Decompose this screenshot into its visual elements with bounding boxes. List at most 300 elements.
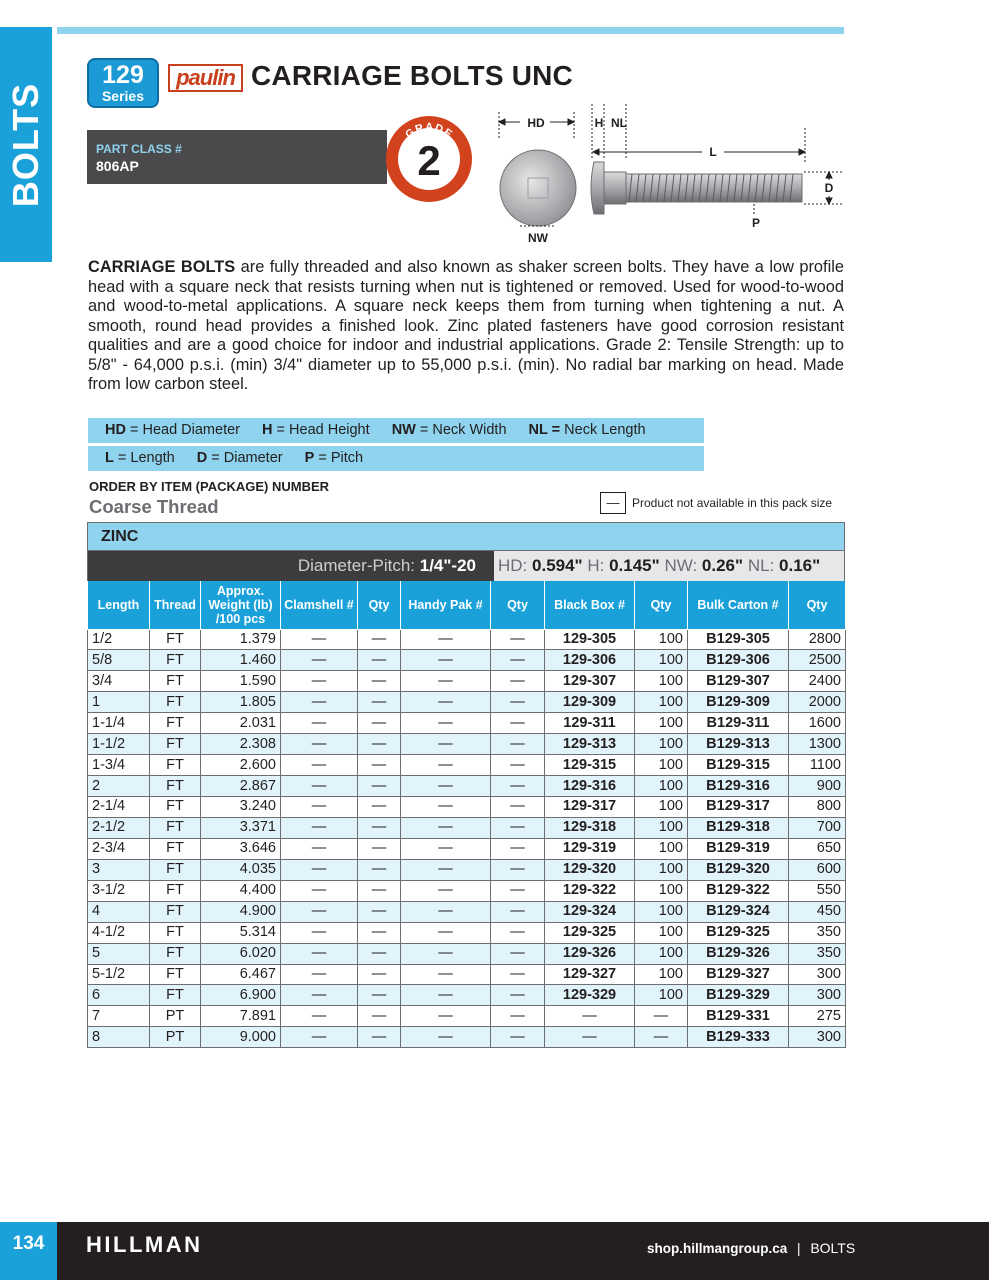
- column-header-black-box: Black Box #: [545, 581, 635, 629]
- cell-bulk-carton: B129-317: [688, 797, 789, 818]
- spec-hd-label: HD:: [498, 556, 528, 575]
- cell-bulk-carton-qty: 300: [789, 964, 846, 985]
- cell-weight: 9.000: [201, 1027, 281, 1048]
- legend-item-l: L = Length: [105, 450, 175, 466]
- cell-black-box: 129-305: [545, 629, 635, 650]
- cell-weight: 6.020: [201, 943, 281, 964]
- cell-clamshell: —: [281, 922, 358, 943]
- table-row: [88, 692, 846, 713]
- bolt-head-view: [500, 150, 576, 226]
- cell-handy-pak: —: [401, 859, 491, 880]
- table-row: [88, 964, 846, 985]
- cell-black-box-qty: 100: [635, 797, 688, 818]
- column-header-weight: Approx. Weight (lb) /100 pcs: [201, 581, 281, 629]
- footer-separator: |: [797, 1241, 801, 1256]
- cell-weight: 1.805: [201, 692, 281, 713]
- cell-weight: 5.314: [201, 922, 281, 943]
- cell-weight: 2.600: [201, 755, 281, 776]
- cell-clamshell-qty: —: [358, 755, 401, 776]
- cell-handy-pak: —: [401, 650, 491, 671]
- cell-black-box: 129-315: [545, 755, 635, 776]
- cell-black-box-qty: 100: [635, 692, 688, 713]
- description-text: are fully threaded and also known as shaker screen bolts. They have a low profile head with a square neck that resists turning when nut is tightened or removed. Used for wood-to-wood and wood-to-metal applications. A square neck keeps them from turning when tightening a nut. A smooth, round head provides a finished look. Zinc plated fasteners have good corrosion resistant qualities and are a good choice for indoor and industrial applications. Grade 2: Tensile Strength: up to 5/8" - 64,000 p.s.i. (min) 3/4" diameter up to 55,000 p.s.i. (min). No radial bar marking on head. Made from low carbon steel.: [88, 258, 844, 393]
- cell-clamshell-qty: —: [358, 734, 401, 755]
- cell-bulk-carton: B129-311: [688, 713, 789, 734]
- cell-black-box-qty: 100: [635, 755, 688, 776]
- cell-clamshell: —: [281, 1027, 358, 1048]
- dim-label-nl: NL: [611, 116, 627, 130]
- table-row: [88, 859, 846, 880]
- cell-thread: FT: [150, 734, 201, 755]
- cell-length: 1: [88, 692, 150, 713]
- cell-black-box-qty: 100: [635, 901, 688, 922]
- cell-handy-pak: —: [401, 901, 491, 922]
- cell-bulk-carton: B129-316: [688, 776, 789, 797]
- cell-black-box: —: [545, 1006, 635, 1027]
- cell-handy-pak: —: [401, 734, 491, 755]
- cell-black-box-qty: 100: [635, 838, 688, 859]
- cell-weight: 2.031: [201, 713, 281, 734]
- cell-clamshell: —: [281, 671, 358, 692]
- table-row: [88, 838, 846, 859]
- cell-thread: FT: [150, 943, 201, 964]
- cell-weight: 4.035: [201, 859, 281, 880]
- cell-thread: FT: [150, 859, 201, 880]
- cell-black-box: 129-326: [545, 943, 635, 964]
- spec-nw-label: NW:: [664, 556, 698, 575]
- dim-label-p: P: [751, 216, 761, 230]
- cell-clamshell: —: [281, 692, 358, 713]
- cell-length: 2-1/2: [88, 817, 150, 838]
- cell-bulk-carton-qty: 600: [789, 859, 846, 880]
- diameter-pitch-cell: [88, 551, 494, 581]
- cell-clamshell: —: [281, 1006, 358, 1027]
- part-class-box: [87, 130, 387, 184]
- cell-handy-pak: —: [401, 692, 491, 713]
- cell-bulk-carton-qty: 450: [789, 901, 846, 922]
- cell-handy-pak-qty: —: [491, 650, 545, 671]
- cell-length: 3/4: [88, 671, 150, 692]
- cell-bulk-carton-qty: 2000: [789, 692, 846, 713]
- cell-black-box-qty: 100: [635, 671, 688, 692]
- cell-length: 3: [88, 859, 150, 880]
- cell-black-box: 129-307: [545, 671, 635, 692]
- footer-url-text[interactable]: shop.hillmangroup.ca: [647, 1241, 788, 1256]
- table-row: [88, 797, 846, 818]
- cell-black-box-qty: 100: [635, 776, 688, 797]
- cell-handy-pak-qty: —: [491, 671, 545, 692]
- cell-handy-pak-qty: —: [491, 1027, 545, 1048]
- cell-weight: 4.400: [201, 880, 281, 901]
- cell-bulk-carton: B129-331: [688, 1006, 789, 1027]
- cell-clamshell: —: [281, 713, 358, 734]
- cell-bulk-carton: B129-315: [688, 755, 789, 776]
- cell-clamshell: —: [281, 776, 358, 797]
- brand-logo: [168, 64, 243, 92]
- cell-handy-pak-qty: —: [491, 755, 545, 776]
- cell-bulk-carton-qty: 1100: [789, 755, 846, 776]
- cell-clamshell: —: [281, 838, 358, 859]
- cell-clamshell-qty: —: [358, 922, 401, 943]
- cell-black-box: 129-325: [545, 922, 635, 943]
- cell-handy-pak-qty: —: [491, 838, 545, 859]
- cell-black-box: 129-313: [545, 734, 635, 755]
- cell-clamshell-qty: —: [358, 964, 401, 985]
- legend-row-2: [88, 446, 704, 471]
- product-table-grid: [87, 581, 846, 1048]
- dim-label-nw: NW: [528, 231, 548, 245]
- order-by-heading: ORDER BY ITEM (PACKAGE) NUMBER: [89, 479, 330, 494]
- cell-thread: FT: [150, 817, 201, 838]
- cell-black-box-qty: 100: [635, 880, 688, 901]
- cell-thread: FT: [150, 755, 201, 776]
- cell-bulk-carton: B129-307: [688, 671, 789, 692]
- cell-handy-pak: —: [401, 985, 491, 1006]
- cell-handy-pak: —: [401, 755, 491, 776]
- description-lead: CARRIAGE BOLTS: [88, 258, 236, 276]
- cell-handy-pak-qty: —: [491, 817, 545, 838]
- grade-value: 2: [417, 137, 441, 184]
- cell-handy-pak-qty: —: [491, 985, 545, 1006]
- top-rule: [57, 27, 844, 34]
- cell-thread: FT: [150, 713, 201, 734]
- column-header-clamshell-qty: Qty: [358, 581, 401, 629]
- spec-values: [494, 551, 844, 581]
- diameter-pitch-row: [87, 551, 845, 581]
- legend-item-nw: NW = Neck Width: [391, 422, 507, 438]
- cell-clamshell-qty: —: [358, 838, 401, 859]
- cell-handy-pak-qty: —: [491, 922, 545, 943]
- cell-bulk-carton: B129-325: [688, 922, 789, 943]
- cell-handy-pak-qty: —: [491, 797, 545, 818]
- cell-handy-pak-qty: —: [491, 964, 545, 985]
- table-header-row: [88, 581, 846, 629]
- cell-bulk-carton-qty: 2500: [789, 650, 846, 671]
- cell-clamshell: —: [281, 985, 358, 1006]
- spec-nl-value: 0.16": [779, 556, 821, 575]
- cell-handy-pak: —: [401, 817, 491, 838]
- cell-black-box: 129-316: [545, 776, 635, 797]
- cell-handy-pak: —: [401, 713, 491, 734]
- cell-clamshell-qty: —: [358, 671, 401, 692]
- cell-length: 5: [88, 943, 150, 964]
- cell-length: 7: [88, 1006, 150, 1027]
- cell-clamshell: —: [281, 629, 358, 650]
- table-row: [88, 629, 846, 650]
- diameter-pitch-label: Diameter-Pitch:: [297, 556, 415, 575]
- cell-length: 4: [88, 901, 150, 922]
- cell-bulk-carton: B129-322: [688, 880, 789, 901]
- cell-handy-pak-qty: —: [491, 713, 545, 734]
- cell-clamshell: —: [281, 817, 358, 838]
- column-header-clamshell: Clamshell #: [281, 581, 358, 629]
- cell-length: 6: [88, 985, 150, 1006]
- table-row: [88, 901, 846, 922]
- cell-handy-pak-qty: —: [491, 629, 545, 650]
- cell-bulk-carton: B129-318: [688, 817, 789, 838]
- cell-black-box: —: [545, 1027, 635, 1048]
- cell-clamshell-qty: —: [358, 797, 401, 818]
- cell-clamshell-qty: —: [358, 985, 401, 1006]
- table-row: [88, 734, 846, 755]
- cell-handy-pak: —: [401, 964, 491, 985]
- cell-thread: FT: [150, 692, 201, 713]
- cell-clamshell-qty: —: [358, 713, 401, 734]
- cell-length: 2: [88, 776, 150, 797]
- cell-black-box: 129-319: [545, 838, 635, 859]
- part-class-value: 806AP: [96, 158, 139, 174]
- bolt-side-view: [591, 162, 802, 214]
- cell-weight: 1.379: [201, 629, 281, 650]
- cell-weight: 1.460: [201, 650, 281, 671]
- part-class-label: PART CLASS #: [96, 142, 182, 156]
- cell-bulk-carton-qty: 350: [789, 943, 846, 964]
- cell-length: 8: [88, 1027, 150, 1048]
- column-header-bulk-carton-qty: Qty: [789, 581, 846, 629]
- cell-weight: 3.371: [201, 817, 281, 838]
- cell-black-box: 129-322: [545, 880, 635, 901]
- cell-handy-pak-qty: —: [491, 859, 545, 880]
- cell-clamshell-qty: —: [358, 1006, 401, 1027]
- product-table: [87, 522, 845, 1048]
- cell-bulk-carton-qty: 275: [789, 1006, 846, 1027]
- cell-clamshell: —: [281, 859, 358, 880]
- cell-handy-pak-qty: —: [491, 1006, 545, 1027]
- cell-clamshell: —: [281, 797, 358, 818]
- side-tab-label: BOLTS: [5, 82, 46, 207]
- legend-item-hd: HD = Head Diameter: [105, 422, 240, 438]
- cell-length: 1-1/4: [88, 713, 150, 734]
- table-row: [88, 713, 846, 734]
- cell-clamshell-qty: —: [358, 650, 401, 671]
- cell-clamshell-qty: —: [358, 817, 401, 838]
- cell-thread: FT: [150, 985, 201, 1006]
- cell-bulk-carton-qty: 2800: [789, 629, 846, 650]
- cell-clamshell: —: [281, 755, 358, 776]
- cell-clamshell: —: [281, 650, 358, 671]
- cell-length: 4-1/2: [88, 922, 150, 943]
- cell-length: 1-1/2: [88, 734, 150, 755]
- cell-length: 5-1/2: [88, 964, 150, 985]
- cell-bulk-carton-qty: 2400: [789, 671, 846, 692]
- cell-bulk-carton-qty: 1600: [789, 713, 846, 734]
- cell-thread: FT: [150, 797, 201, 818]
- cell-handy-pak-qty: —: [491, 880, 545, 901]
- coarse-thread-heading: Coarse Thread: [89, 496, 219, 517]
- legend-row-1: [88, 418, 704, 443]
- cell-thread: FT: [150, 880, 201, 901]
- cell-clamshell: —: [281, 734, 358, 755]
- cell-weight: 4.900: [201, 901, 281, 922]
- cell-bulk-carton-qty: 1300: [789, 734, 846, 755]
- cell-weight: 2.867: [201, 776, 281, 797]
- not-available-symbol: —: [600, 492, 626, 514]
- cell-thread: FT: [150, 901, 201, 922]
- cell-black-box: 129-317: [545, 797, 635, 818]
- dim-label-hd: HD: [527, 116, 545, 130]
- cell-clamshell-qty: —: [358, 943, 401, 964]
- cell-length: 1/2: [88, 629, 150, 650]
- cell-clamshell-qty: —: [358, 1027, 401, 1048]
- table-row: [88, 817, 846, 838]
- cell-length: 3-1/2: [88, 880, 150, 901]
- column-header-handy-pak-qty: Qty: [491, 581, 545, 629]
- cell-handy-pak-qty: —: [491, 776, 545, 797]
- cell-clamshell-qty: —: [358, 776, 401, 797]
- cell-length: 5/8: [88, 650, 150, 671]
- series-badge: [87, 58, 159, 108]
- cell-black-box: 129-329: [545, 985, 635, 1006]
- cell-bulk-carton: B129-329: [688, 985, 789, 1006]
- spec-nl-label: NL:: [747, 556, 775, 575]
- footer-section: BOLTS: [810, 1240, 856, 1256]
- footer-url[interactable]: [647, 1240, 855, 1256]
- cell-bulk-carton: B129-333: [688, 1027, 789, 1048]
- cell-length: 2-3/4: [88, 838, 150, 859]
- cell-thread: PT: [150, 1027, 201, 1048]
- cell-handy-pak: —: [401, 943, 491, 964]
- cell-bulk-carton: B129-319: [688, 838, 789, 859]
- cell-black-box: 129-327: [545, 964, 635, 985]
- cell-black-box-qty: —: [635, 1027, 688, 1048]
- cell-black-box: 129-309: [545, 692, 635, 713]
- cell-black-box: 129-324: [545, 901, 635, 922]
- dim-label-l: L: [709, 145, 717, 159]
- page-title: CARRIAGE BOLTS UNC: [251, 60, 573, 91]
- side-section-tab: [0, 27, 52, 262]
- cell-bulk-carton: B129-309: [688, 692, 789, 713]
- cell-bulk-carton: B129-326: [688, 943, 789, 964]
- cell-handy-pak: —: [401, 838, 491, 859]
- cell-thread: FT: [150, 922, 201, 943]
- column-header-handy-pak: Handy Pak #: [401, 581, 491, 629]
- cell-thread: FT: [150, 964, 201, 985]
- cell-length: 1-3/4: [88, 755, 150, 776]
- table-row: [88, 671, 846, 692]
- cell-clamshell: —: [281, 880, 358, 901]
- cell-clamshell-qty: —: [358, 901, 401, 922]
- legend-item-h: H = Head Height: [262, 422, 370, 438]
- cell-bulk-carton: B129-327: [688, 964, 789, 985]
- cell-black-box-qty: 100: [635, 629, 688, 650]
- cell-bulk-carton-qty: 300: [789, 985, 846, 1006]
- cell-handy-pak-qty: —: [491, 943, 545, 964]
- cell-bulk-carton-qty: 700: [789, 817, 846, 838]
- cell-length: 2-1/4: [88, 797, 150, 818]
- cell-bulk-carton-qty: 350: [789, 922, 846, 943]
- spec-h-value: 0.145": [609, 556, 660, 575]
- cell-black-box-qty: 100: [635, 922, 688, 943]
- product-description: [88, 258, 844, 395]
- hillman-logo: [86, 1232, 246, 1258]
- dim-label-d: D: [824, 181, 834, 195]
- hillman-logo-text: HILLMAN: [86, 1232, 203, 1257]
- not-available-note: Product not available in this pack size: [632, 496, 833, 510]
- spec-nw-value: 0.26": [701, 556, 744, 575]
- table-row: [88, 650, 846, 671]
- cell-clamshell-qty: —: [358, 880, 401, 901]
- cell-clamshell: —: [281, 943, 358, 964]
- cell-thread: FT: [150, 671, 201, 692]
- cell-thread: FT: [150, 629, 201, 650]
- cell-handy-pak: —: [401, 880, 491, 901]
- cell-black-box-qty: 100: [635, 650, 688, 671]
- series-number: 129: [102, 61, 144, 89]
- cell-bulk-carton: B129-305: [688, 629, 789, 650]
- table-row: [88, 985, 846, 1006]
- cell-bulk-carton-qty: 650: [789, 838, 846, 859]
- cell-bulk-carton: B129-324: [688, 901, 789, 922]
- page-number: 134: [0, 1222, 57, 1280]
- table-row: [88, 755, 846, 776]
- cell-handy-pak: —: [401, 776, 491, 797]
- cell-thread: FT: [150, 776, 201, 797]
- cell-thread: FT: [150, 838, 201, 859]
- cell-weight: 3.646: [201, 838, 281, 859]
- grade-badge: [384, 114, 474, 204]
- cell-handy-pak: —: [401, 671, 491, 692]
- cell-weight: 1.590: [201, 671, 281, 692]
- cell-weight: 6.467: [201, 964, 281, 985]
- cell-clamshell-qty: —: [358, 629, 401, 650]
- table-row: [88, 1006, 846, 1027]
- cell-weight: 7.891: [201, 1006, 281, 1027]
- cell-black-box-qty: 100: [635, 817, 688, 838]
- finish-header: ZINC: [87, 522, 845, 551]
- grade-label: GRADE: [403, 121, 455, 142]
- spec-h-label: H:: [587, 556, 605, 575]
- column-header-black-box-qty: Qty: [635, 581, 688, 629]
- cell-bulk-carton: B129-306: [688, 650, 789, 671]
- cell-thread: FT: [150, 650, 201, 671]
- spec-hd-value: 0.594": [532, 556, 583, 575]
- brand-logo-text: paulin: [168, 64, 243, 92]
- legend-item-d: D = Diameter: [196, 450, 283, 466]
- table-row: [88, 776, 846, 797]
- table-row: [88, 880, 846, 901]
- cell-handy-pak: —: [401, 922, 491, 943]
- table-row: [88, 1027, 846, 1048]
- series-label: Series: [101, 88, 145, 104]
- column-header-thread: Thread: [150, 581, 201, 629]
- cell-thread: PT: [150, 1006, 201, 1027]
- cell-handy-pak-qty: —: [491, 734, 545, 755]
- dim-label-h: H: [594, 116, 604, 130]
- cell-bulk-carton: B129-320: [688, 859, 789, 880]
- cell-black-box-qty: 100: [635, 859, 688, 880]
- cell-weight: 3.240: [201, 797, 281, 818]
- table-body: [88, 629, 846, 1048]
- cell-bulk-carton-qty: 550: [789, 880, 846, 901]
- cell-weight: 2.308: [201, 734, 281, 755]
- table-row: [88, 922, 846, 943]
- cell-clamshell: —: [281, 964, 358, 985]
- column-header-length: Length: [88, 581, 150, 629]
- cell-clamshell-qty: —: [358, 692, 401, 713]
- cell-black-box-qty: —: [635, 1006, 688, 1027]
- cell-handy-pak-qty: —: [491, 901, 545, 922]
- cell-clamshell: —: [281, 901, 358, 922]
- cell-black-box-qty: 100: [635, 943, 688, 964]
- cell-black-box: 129-320: [545, 859, 635, 880]
- cell-handy-pak: —: [401, 1027, 491, 1048]
- cell-weight: 6.900: [201, 985, 281, 1006]
- column-header-bulk-carton: Bulk Carton #: [688, 581, 789, 629]
- cell-bulk-carton: B129-313: [688, 734, 789, 755]
- cell-handy-pak: —: [401, 797, 491, 818]
- cell-clamshell-qty: —: [358, 859, 401, 880]
- cell-black-box: 129-318: [545, 817, 635, 838]
